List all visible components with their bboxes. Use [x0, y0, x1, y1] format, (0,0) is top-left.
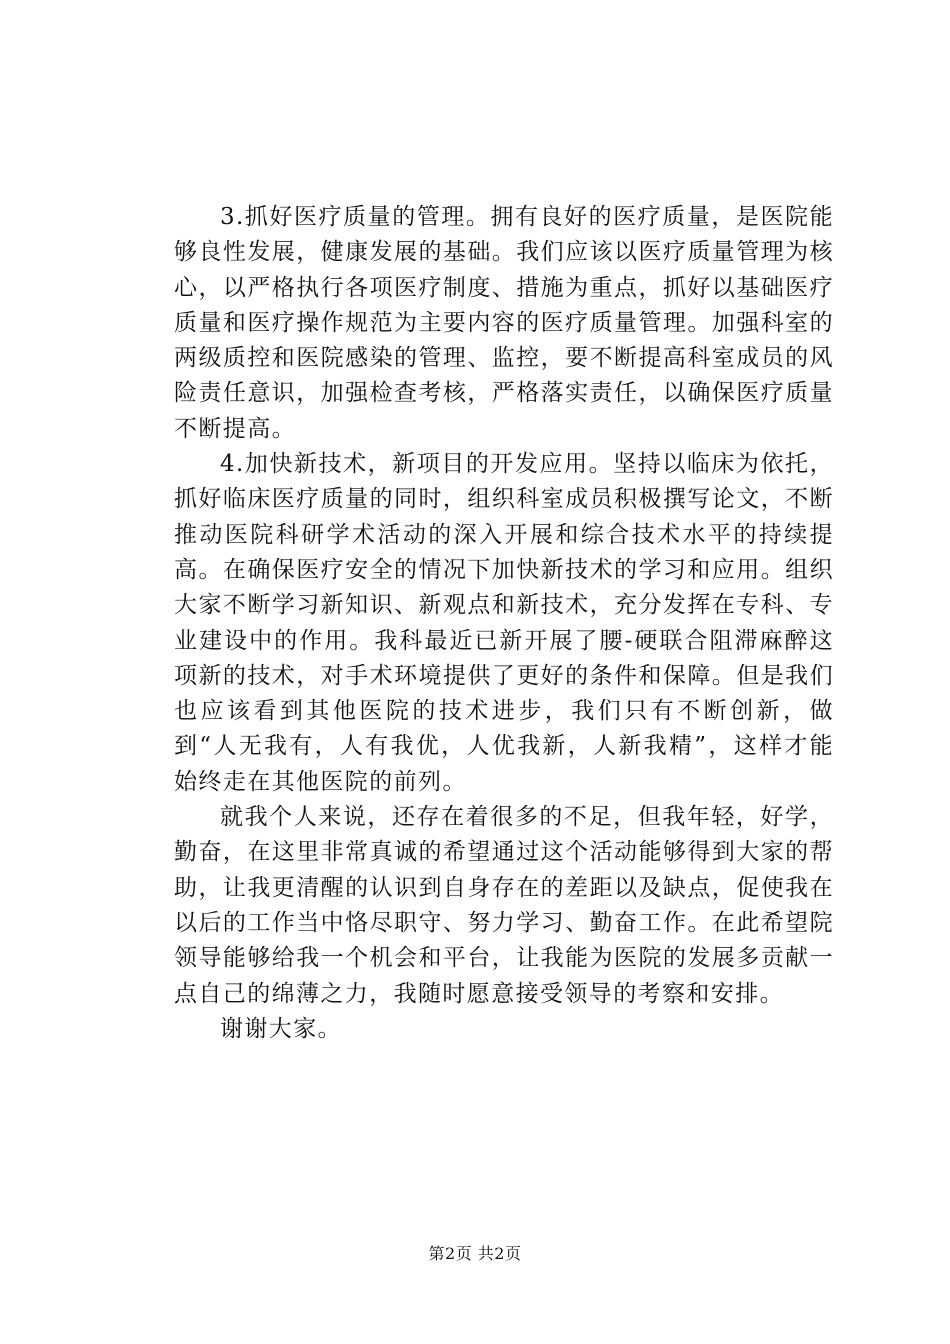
paragraph-new-technology: 4.加快新技术，新项目的开发应用。坚持以临床为依托，抓好临床医疗质量的同时，组织科室成员积极撰写论文，不断推动医院科研学术活动的深入开展和综合技术水平的持续提高。在确保医疗安全的情况下加快新技术的学习和应用。组织大家不断学习新知识、新观点和新技术，充分发挥在专科、专业建设中的作用。我科最近已新开展了腰-硬联合阻滞麻醉这项新的技术，对手术环境提供了更好的条件和保障。但是我们也应该看到其他医院的技术进步，我们只有不断创新，做到“人无我有，人有我优，人优我新，人新我精”，这样才能始终走在其他医院的前列。: [174, 451, 834, 795]
page-number-footer: 第2页 共2页: [428, 1244, 522, 1263]
paragraph-thanks: 谢谢大家。: [220, 1015, 342, 1042]
paragraph-personal-statement: 就我个人来说，还存在着很多的不足，但我年轻，好学，勤奋，在这里非常真诚的希望通过这个活动能够得到大家的帮助，让我更清醒的认识到自身存在的差距以及缺点，促使我在以后的工作当中恪尽职守、努力学习、勤奋工作。在此希望院领导能够给我一个机会和平台，让我能为医院的发展多贡献一点自己的绵薄之力，我随时愿意接受领导的考察和安排。: [174, 804, 834, 1007]
paragraph-medical-quality: 3.抓好医疗质量的管理。拥有良好的医疗质量，是医院能够良性发展，健康发展的基础。我们应该以医疗质量管理为核心，以严格执行各项医疗制度、措施为重点，抓好以基础医疗质量和医疗操作规范为主要内容的医疗质量管理。加强科室的两级质控和医院感染的管理、监控，要不断提高科室成员的风险责任意识，加强检查考核，严格落实责任，以确保医疗质量不断提高。: [174, 204, 834, 442]
document-body: [174, 200, 834, 1047]
